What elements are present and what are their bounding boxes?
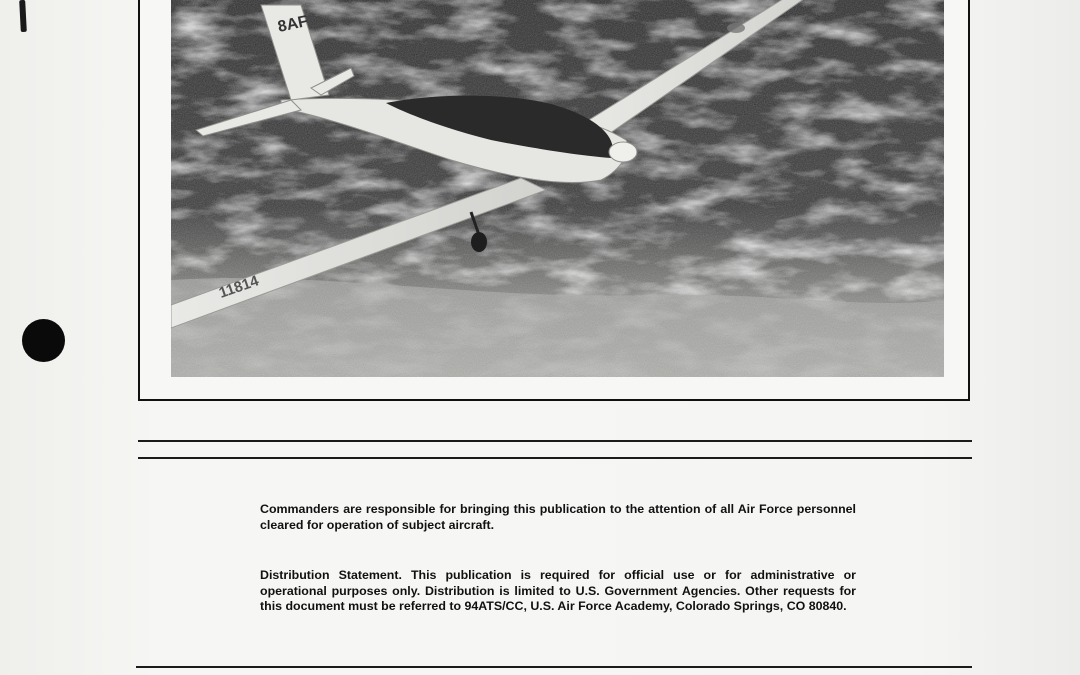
divider-rule (138, 440, 972, 442)
binder-hole (22, 319, 65, 362)
svg-text:11814: 11814 (216, 272, 261, 302)
commanders-notice: Commanders are responsible for bringing this publication to the attention of all Air Force personnel cleared for operation of subject aircraft. (260, 502, 856, 532)
divider-rule (136, 666, 972, 668)
distribution-statement: Distribution Statement. This publication is required for official use or for administrative or operational purposes only. Distribution is limited to U.S. Government Agencies. Other requests for this document must be referred to 94ATS/CC, U.S. Air Force Academy, Colorado Springs, CO 80840. (260, 568, 856, 613)
photo-frame (138, 0, 970, 401)
ink-mark (19, 0, 27, 32)
divider-rule (138, 457, 972, 459)
glider-photo (171, 0, 944, 377)
tail-marking: 8AF (276, 12, 310, 36)
